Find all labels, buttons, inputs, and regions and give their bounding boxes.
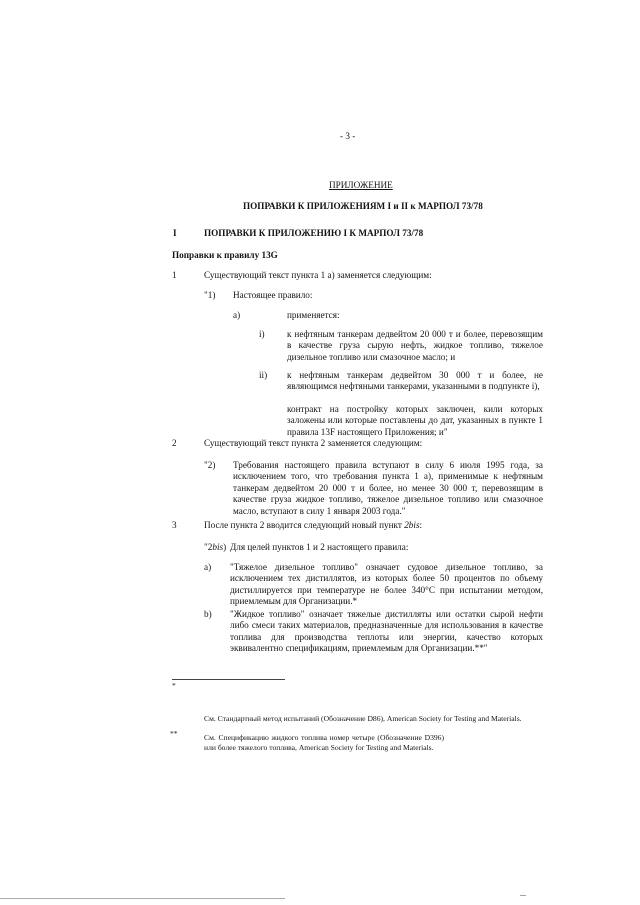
page-number: - 3 - xyxy=(340,131,356,141)
item-1-sub-a-text: применяется: xyxy=(287,310,340,320)
item-1-sub-a-label: а) xyxy=(233,310,241,320)
footnote-2-mark: ** xyxy=(170,729,178,738)
item-3-quote-italic: bis xyxy=(212,542,224,552)
item-2-quote-text: Требования настоящего правила вступают в силу 6 июля 1995 года, за исключением того, что требования пункта 1 а), применимые к нефтяным танкерам дедвейтом 20 000 т и более, но менее 30 000 т, перевозящим в качестве груза жидкое топливо, тяжелое дизельное топливо или смазочное масло, вступают в силу 1 января 2003 года." xyxy=(233,460,543,516)
annex-title: ПРИЛОЖЕНИЕ xyxy=(329,180,393,190)
item-3-number: 3 xyxy=(172,520,177,530)
item-3-text xyxy=(204,520,422,531)
item-1-sub-i-text: к нефтяным танкерам дедвейтом 20 000 т и более, перевозящим в качестве груза сырую нефть, жидкое топливо, тяжелое дизельное топливо или смазочное масло; и xyxy=(287,329,543,362)
item-2-text: Существующий текст пункта 2 заменяется следующим: xyxy=(204,438,423,448)
item-3-quote-number xyxy=(204,542,226,553)
footnote-1-mark: * xyxy=(172,681,176,690)
item-3-quote-suffix: ) xyxy=(223,542,227,552)
item-3-a-text: "Тяжелое дизельное топливо" означает судовое дизельное топливо, за исключением тех дистиллятов, из которых более 50 процентов по объему дистиллируется при температуре не более 340°C при испытании методом, приемлемым для Организации.* xyxy=(230,562,543,607)
scan-edge-line xyxy=(0,898,285,899)
item-1-number: 1 xyxy=(172,270,177,280)
footnote-2-text: См. Спецификацию жидкого топлива номер четыре (Обозначение D396) или более тяжелого топлива, American Society for Testing and Materials. xyxy=(204,733,444,752)
item-1-contract-text: контракт на постройку которых заключен, кили которых заложены или которые поставлены до дат, указанных в пункте 1 правила 13F настоящего Приложения; и" xyxy=(287,404,543,437)
item-1-sub-ii-text: к нефтяным танкерам дедвейтом 30 000 т и более, не являющимся нефтяными танкерами, указанными в подпункте i), xyxy=(287,370,543,392)
regulation-title: Поправки к правилу 13G xyxy=(172,250,278,260)
item-1-quote-text: Настоящее правило: xyxy=(233,290,313,300)
main-heading: ПОПРАВКИ К ПРИЛОЖЕНИЯМ I и II к МАРПОЛ 73/78 xyxy=(243,201,483,211)
item-3-b-text: "Жидкое топливо" означает тяжелые дистилляты или остатки сырой нефти либо смеси таких материалов, предназначенные для использования в качестве топлива для производства теплоты или энергии, качество которых эквивалентно спецификациям, приемлемым для Организации.**" xyxy=(230,609,543,654)
section-title: ПОПРАВКИ К ПРИЛОЖЕНИЮ I К МАРПОЛ 73/78 xyxy=(204,228,424,238)
item-1-text: Существующий текст пункта 1 а) заменяется следующим: xyxy=(204,270,432,280)
item-1-sub-ii-label: ii) xyxy=(259,370,268,380)
item-3-text-prefix: После пункта 2 вводится следующий новый пункт xyxy=(204,520,405,530)
item-3-quote-text: Для целей пунктов 1 и 2 настоящего правила: xyxy=(230,542,409,552)
scan-edge-mark xyxy=(520,895,526,896)
item-1-sub-i-label: i) xyxy=(259,329,265,339)
section-number: I xyxy=(173,228,177,238)
item-3-quote-prefix: "2 xyxy=(204,542,213,552)
item-3-a-label: a) xyxy=(204,562,212,572)
footnote-separator xyxy=(172,679,285,680)
item-2-number: 2 xyxy=(172,438,177,448)
item-3-b-label: b) xyxy=(204,609,212,619)
item-3-text-italic: 2bis xyxy=(404,520,420,530)
footnote-1-text: См. Стандартный метод испытаний (Обозначение D86), American Society for Testing and Materials. xyxy=(204,714,522,723)
item-2-quote-number: "2) xyxy=(204,460,216,470)
item-3-text-suffix: : xyxy=(419,520,423,530)
item-1-quote-number: "1) xyxy=(204,290,216,300)
